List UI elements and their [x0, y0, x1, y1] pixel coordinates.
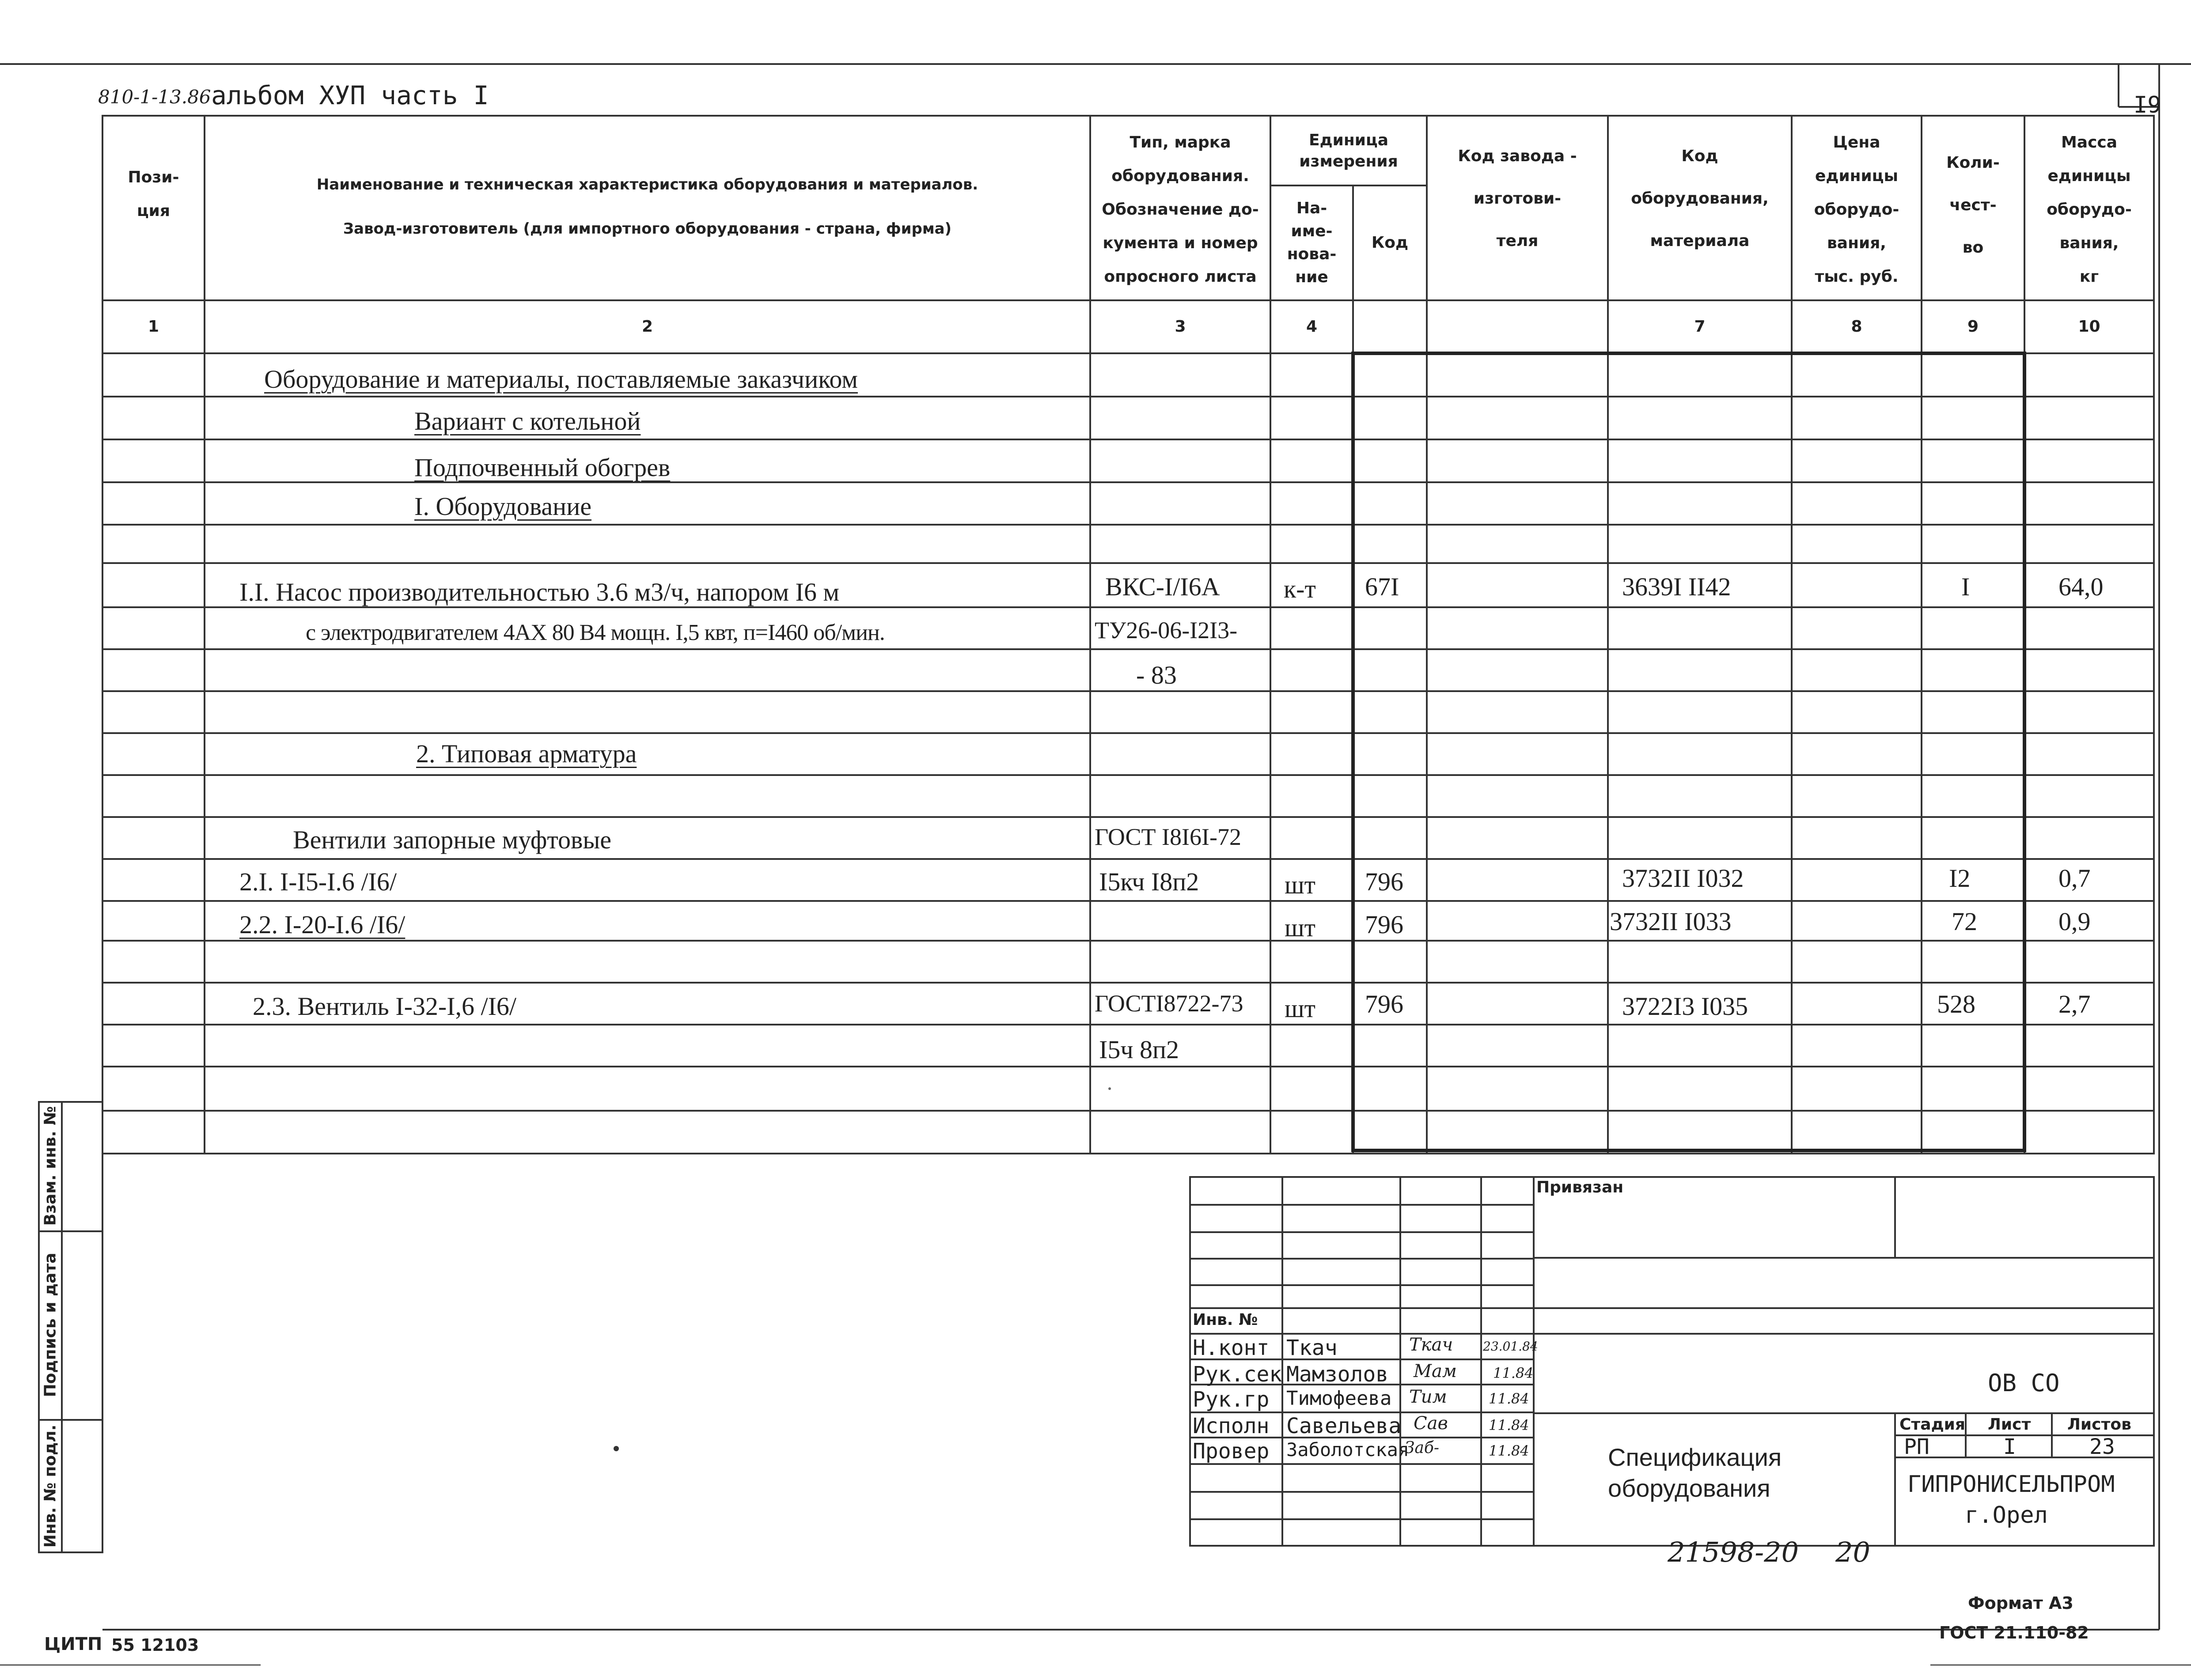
row-2-3-type-cont: I5ч 8п2	[1099, 1035, 1179, 1064]
row-1-1-type-cont: ТУ26-06-I2I3-	[1095, 617, 1238, 643]
col-number: 7	[1694, 318, 1706, 336]
col-number: 1	[148, 318, 159, 336]
person-name: Заболотская	[1286, 1439, 1410, 1461]
sheet-number: I9	[2134, 92, 2161, 118]
organization: ГИПРОНИСЕЛЬПРОМ	[1907, 1471, 2115, 1498]
group2-title: 2. Типовая арматура	[416, 739, 637, 768]
row-2-1-type: I5кч I8п2	[1099, 867, 1199, 896]
city: г.Орел	[1965, 1502, 2048, 1529]
side-stamp-vzam: Взам. инв. №	[41, 1106, 60, 1226]
person-name: Мамзолов	[1286, 1362, 1389, 1387]
row-2-3-equip-code: 3722I3 I035	[1622, 992, 1748, 1021]
row-2-1-unit: шт	[1285, 870, 1316, 899]
row-2-2-name: 2.2. I-20-I.6 /I6/	[239, 910, 406, 939]
person-role: Рук.сек	[1193, 1362, 1282, 1387]
person-signature: Ткач	[1409, 1335, 1453, 1355]
side-stamp-inv-podl: Инв. № подл.	[41, 1424, 60, 1548]
stage-label: Стадия	[1899, 1415, 1965, 1434]
gost-label: ГОСТ 21.110-82	[1939, 1623, 2089, 1642]
heating-title: Подпочвенный обогрев	[414, 453, 671, 482]
row-2-2-mass: 0,9	[2058, 907, 2091, 936]
sheets-label: Листов	[2067, 1415, 2131, 1434]
col-header-type: Тип, марка оборудования. Обозначение до- кумента и номер опросного листа	[1102, 133, 1259, 286]
col-header-unit-name: На- име- нова- ние	[1287, 199, 1337, 286]
person-date: 11.84	[1489, 1442, 1529, 1459]
printer-label: ЦИТП	[44, 1634, 102, 1654]
archive-sheet: 20	[1835, 1536, 1870, 1568]
row-2-1-unit-code: 796	[1365, 867, 1403, 896]
row-2-1-name: 2.I. I-I5-I.6 /I6/	[239, 867, 397, 896]
person-signature: Мам	[1414, 1361, 1457, 1381]
row-2-2-unit: шт	[1285, 913, 1316, 942]
col-number: 9	[1967, 318, 1979, 336]
col-number: 2	[641, 318, 653, 336]
row-1-1-equip-code: 3639I II42	[1622, 572, 1731, 601]
col-header-factory-code: Код завода - изготови- теля	[1458, 147, 1577, 250]
sheets-value: 23	[2089, 1434, 2115, 1459]
section-title: Оборудование и материалы, поставляемые заказчиком	[264, 365, 858, 394]
row-2-3-name: 2.3. Вентиль I-32-I,6 /I6/	[253, 992, 517, 1021]
doc-title: Спецификация оборудования	[1608, 1443, 1782, 1502]
person-role: Провер	[1193, 1439, 1270, 1464]
person-signature: Заб-	[1405, 1439, 1440, 1457]
col-header-mass: Масса единицы оборудо- вания, кг	[2047, 133, 2132, 286]
group1-title: I. Оборудование	[414, 492, 591, 521]
person-date: 11.84	[1493, 1365, 1534, 1381]
row-1-1-type-cont2: - 83	[1136, 661, 1177, 689]
col-header-unit-code: Код	[1371, 234, 1409, 252]
row-2-3-type: ГОСТI8722-73	[1095, 990, 1243, 1017]
row-1-1-mass: 64,0	[2058, 572, 2104, 601]
valves-gost: ГОСТ I8I6I-72	[1095, 824, 1241, 850]
person-signature: Тим	[1409, 1387, 1447, 1407]
person-role: Рук.гр	[1193, 1387, 1270, 1412]
person-name: Савельева	[1286, 1414, 1402, 1438]
col-header-price: Цена единицы оборудо- вания, тыс. руб.	[1814, 133, 1899, 286]
archive-number: 21598-20	[1668, 1536, 1799, 1568]
row-2-1-mass: 0,7	[2058, 864, 2091, 893]
row-2-1-equip-code: 3732II I032	[1622, 864, 1744, 893]
col-number: 3	[1175, 318, 1186, 336]
doc-code-ov-so: ОВ СО	[1988, 1369, 2060, 1397]
side-stamp-podpis: Подпись и дата	[41, 1252, 60, 1397]
album-label: альбом ХУП часть I	[211, 80, 489, 110]
privyazan-label: Привязан	[1536, 1178, 1624, 1196]
col-header-name: Наименование и техническая характеристика оборудования и материалов. Завод-изготовитель (для импортного оборудования - страна, фирма)	[316, 176, 978, 238]
row-1-1-unit-code: 67I	[1365, 572, 1399, 601]
row-2-2-qty: 72	[1952, 907, 1977, 936]
row-1-1-type: ВКС-I/I6А	[1105, 572, 1220, 601]
row-2-2-unit-code: 796	[1365, 910, 1403, 939]
row-2-3-mass: 2,7	[2058, 990, 2091, 1018]
stage-value: РП	[1904, 1434, 1929, 1459]
person-signature: Сав	[1414, 1413, 1448, 1434]
row-2-3-unit-code: 796	[1365, 990, 1403, 1018]
person-role: Исполн	[1193, 1414, 1270, 1438]
person-date: 23.01.84	[1483, 1339, 1538, 1354]
sheet-value: I	[2003, 1434, 2016, 1459]
person-role: Н.конт	[1193, 1336, 1270, 1360]
doc-code: 810-1-13.86	[98, 86, 211, 108]
person-name: Тимофеева	[1286, 1387, 1392, 1410]
person-name: Ткач	[1286, 1336, 1338, 1360]
col-header-qty: Коли- чест- во	[1946, 154, 2000, 257]
format-label: Формат А3	[1968, 1593, 2073, 1613]
col-number: 8	[1851, 318, 1862, 336]
col-number: 10	[2078, 318, 2100, 336]
person-date: 11.84	[1489, 1417, 1529, 1434]
row-2-3-qty: 528	[1937, 990, 1975, 1018]
row-1-1-qty: I	[1961, 572, 1970, 601]
printer-number: 55 12103	[111, 1635, 199, 1655]
row-1-1-name-cont: с электродвигателем 4АХ 80 В4 мощн. I,5 квт, п=I460 об/мин.	[306, 620, 885, 645]
row-1-1-name: I.I. Насос производительностью 3.6 м3/ч, напором I6 м	[239, 578, 840, 606]
col-header-equip-code: Код оборудования, материала	[1631, 147, 1769, 250]
col-header-pos: Пози- ция	[128, 168, 179, 220]
row-2-3-unit: шт	[1285, 994, 1316, 1023]
col-number: 4	[1306, 318, 1318, 336]
sheet-label: Лист	[1988, 1415, 2031, 1434]
person-date: 11.84	[1489, 1390, 1529, 1407]
row-2-2-equip-code: 3732II I033	[1610, 907, 1732, 936]
variant-title: Вариант с котельной	[414, 407, 641, 435]
valves-title: Вентили запорные муфтовые	[293, 825, 612, 854]
inv-no-label: Инв. №	[1193, 1311, 1258, 1329]
row-1-1-unit: к-т	[1284, 575, 1316, 603]
col-header-unit: Единица измерения	[1299, 131, 1398, 170]
row-2-1-qty: I2	[1949, 864, 1971, 893]
